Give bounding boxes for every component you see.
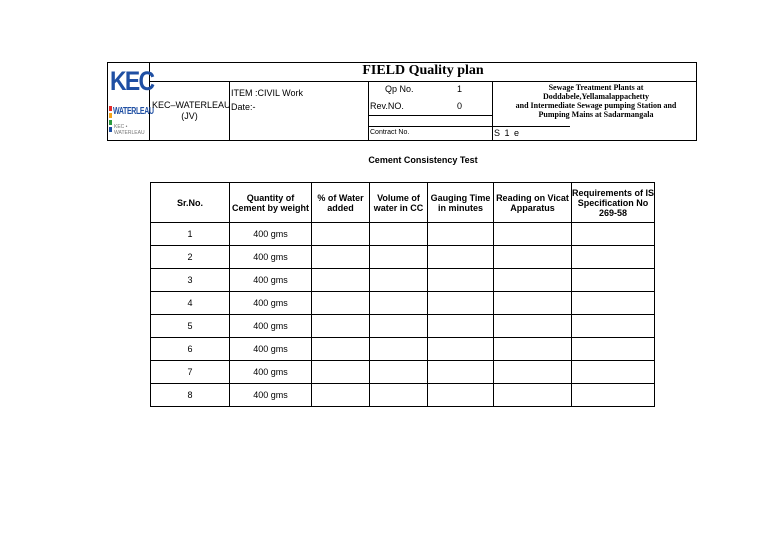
cell-gauging-time[interactable] — [428, 361, 494, 384]
rev-value: 0 — [457, 101, 463, 111]
cell-vicat-reading[interactable] — [494, 292, 572, 315]
cell-volume-water[interactable] — [370, 292, 428, 315]
logo-tagline: KEC • WATERLEAU — [114, 124, 145, 136]
table-header-row — [151, 183, 655, 223]
test-table — [150, 182, 655, 407]
cell-is-requirement[interactable] — [572, 338, 655, 361]
cell-percent-water[interactable] — [312, 361, 370, 384]
company-logo — [109, 66, 154, 138]
cell-quantity-of-cement: 400 gms — [230, 338, 312, 361]
cell-sr-no: 7 — [151, 361, 230, 384]
cell-volume-water[interactable] — [370, 246, 428, 269]
cell-gauging-time[interactable] — [428, 269, 494, 292]
header-divider — [368, 115, 493, 116]
cell-vicat-reading[interactable] — [494, 384, 572, 407]
table-row — [151, 246, 655, 269]
project-line: Pumping Mains at Sadarmangala — [538, 110, 654, 119]
date-label: Date:- — [231, 102, 256, 112]
logo-text: KEC — [110, 66, 154, 96]
cell-gauging-time[interactable] — [428, 292, 494, 315]
cell-quantity-of-cement: 400 gms — [230, 384, 312, 407]
project-line: Doddabele,Yellamalappachetty — [543, 92, 649, 101]
table-row — [151, 338, 655, 361]
cell-quantity-of-cement: 400 gms — [230, 361, 312, 384]
column-header-gauging-time — [428, 183, 494, 223]
cell-volume-water[interactable] — [370, 315, 428, 338]
qp-label: Qp No. — [385, 84, 414, 94]
header-divider — [149, 81, 697, 82]
column-header-line: Requirements of IS — [572, 187, 655, 198]
column-header-line: Sr.No. — [176, 197, 203, 208]
column-header-line: Cement by weight — [231, 202, 309, 213]
column-header-line: added — [327, 202, 354, 213]
cell-vicat-reading[interactable] — [494, 315, 572, 338]
column-header-line: % of Water — [317, 192, 364, 203]
table-row — [151, 384, 655, 407]
cell-gauging-time[interactable] — [428, 223, 494, 246]
cell-percent-water[interactable] — [312, 292, 370, 315]
cell-is-requirement[interactable] — [572, 223, 655, 246]
logo-bar — [109, 113, 112, 118]
header-divider — [229, 81, 230, 141]
cell-quantity-of-cement: 400 gms — [230, 269, 312, 292]
column-header-line: Gauging Time — [430, 192, 491, 203]
cell-vicat-reading[interactable] — [494, 246, 572, 269]
table-body — [151, 223, 655, 407]
cell-quantity-of-cement: 400 gms — [230, 315, 312, 338]
cell-percent-water[interactable] — [312, 338, 370, 361]
table-row — [151, 292, 655, 315]
cell-percent-water[interactable] — [312, 269, 370, 292]
cell-quantity-of-cement: 400 gms — [230, 246, 312, 269]
cell-gauging-time[interactable] — [428, 338, 494, 361]
logo-bar — [109, 127, 112, 132]
column-header-line: Quantity of — [246, 192, 295, 203]
cell-is-requirement[interactable] — [572, 269, 655, 292]
header-divider — [368, 81, 369, 141]
test-title: Cement Consistency Test — [368, 155, 478, 165]
cell-sr-no: 5 — [151, 315, 230, 338]
column-header-line: Apparatus — [510, 202, 555, 213]
qp-value: 1 — [457, 84, 463, 94]
cell-quantity-of-cement: 400 gms — [230, 292, 312, 315]
logo-subtext: WATERLEAU — [113, 106, 154, 117]
header-divider — [492, 81, 493, 141]
cell-vicat-reading[interactable] — [494, 338, 572, 361]
logo-bar — [109, 120, 112, 125]
column-header-quantity-of-cement — [230, 183, 312, 223]
table-row — [151, 223, 655, 246]
project-line: and Intermediate Sewage pumping Station and — [515, 101, 677, 110]
column-header-percent-water — [312, 183, 370, 223]
cell-sr-no: 1 — [151, 223, 230, 246]
cell-gauging-time[interactable] — [428, 315, 494, 338]
cell-is-requirement[interactable] — [572, 384, 655, 407]
cell-sr-no: 4 — [151, 292, 230, 315]
table-row — [151, 269, 655, 292]
cell-sr-no: 6 — [151, 338, 230, 361]
column-header-line: 269-58 — [598, 207, 628, 218]
project-line: Sewage Treatment Plants at — [548, 83, 644, 92]
cell-sr-no: 3 — [151, 269, 230, 292]
table-row — [151, 361, 655, 384]
cell-volume-water[interactable] — [370, 361, 428, 384]
cell-is-requirement[interactable] — [572, 292, 655, 315]
column-header-line: Reading on Vicat — [496, 192, 569, 203]
header-divider — [368, 126, 493, 127]
column-header-line: Volume of — [377, 192, 420, 203]
cell-percent-water[interactable] — [312, 384, 370, 407]
column-header-line: in minutes — [437, 202, 483, 213]
contract-label: Contract No. — [370, 129, 410, 136]
cell-percent-water[interactable] — [312, 246, 370, 269]
company-suffix: (JV) — [181, 111, 198, 121]
cell-is-requirement[interactable] — [572, 246, 655, 269]
cell-sr-no: 8 — [151, 384, 230, 407]
cell-volume-water[interactable] — [370, 269, 428, 292]
project-description — [495, 83, 697, 119]
cell-gauging-time[interactable] — [428, 384, 494, 407]
cell-vicat-reading[interactable] — [494, 361, 572, 384]
cell-volume-water[interactable] — [370, 338, 428, 361]
header-divider — [493, 126, 570, 127]
cell-volume-water[interactable] — [370, 384, 428, 407]
cell-gauging-time[interactable] — [428, 246, 494, 269]
cell-sr-no: 2 — [151, 246, 230, 269]
rev-label: Rev.NO. — [370, 101, 404, 111]
cell-quantity-of-cement: 400 gms — [230, 223, 312, 246]
cell-vicat-reading[interactable] — [494, 223, 572, 246]
cell-vicat-reading[interactable] — [494, 269, 572, 292]
column-header-line: water in CC — [373, 202, 424, 213]
column-header-line: Specification No — [577, 197, 649, 208]
table-row — [151, 315, 655, 338]
cell-volume-water[interactable] — [370, 223, 428, 246]
cell-percent-water[interactable] — [312, 315, 370, 338]
logo-bar — [109, 106, 112, 111]
cell-is-requirement[interactable] — [572, 361, 655, 384]
column-header-is-requirement — [572, 183, 655, 223]
column-header-sr-no — [151, 183, 230, 223]
cell-is-requirement[interactable] — [572, 315, 655, 338]
contract-value: S 1 e — [494, 128, 521, 138]
cell-percent-water[interactable] — [312, 223, 370, 246]
column-header-vicat-reading — [494, 183, 572, 223]
column-header-volume-water — [370, 183, 428, 223]
company-name: KEC–WATERLEAU — [152, 100, 231, 110]
logo-bars — [109, 106, 112, 132]
page-title: FIELD Quality plan — [362, 63, 484, 78]
item-label: ITEM :CIVIL Work — [231, 88, 304, 98]
